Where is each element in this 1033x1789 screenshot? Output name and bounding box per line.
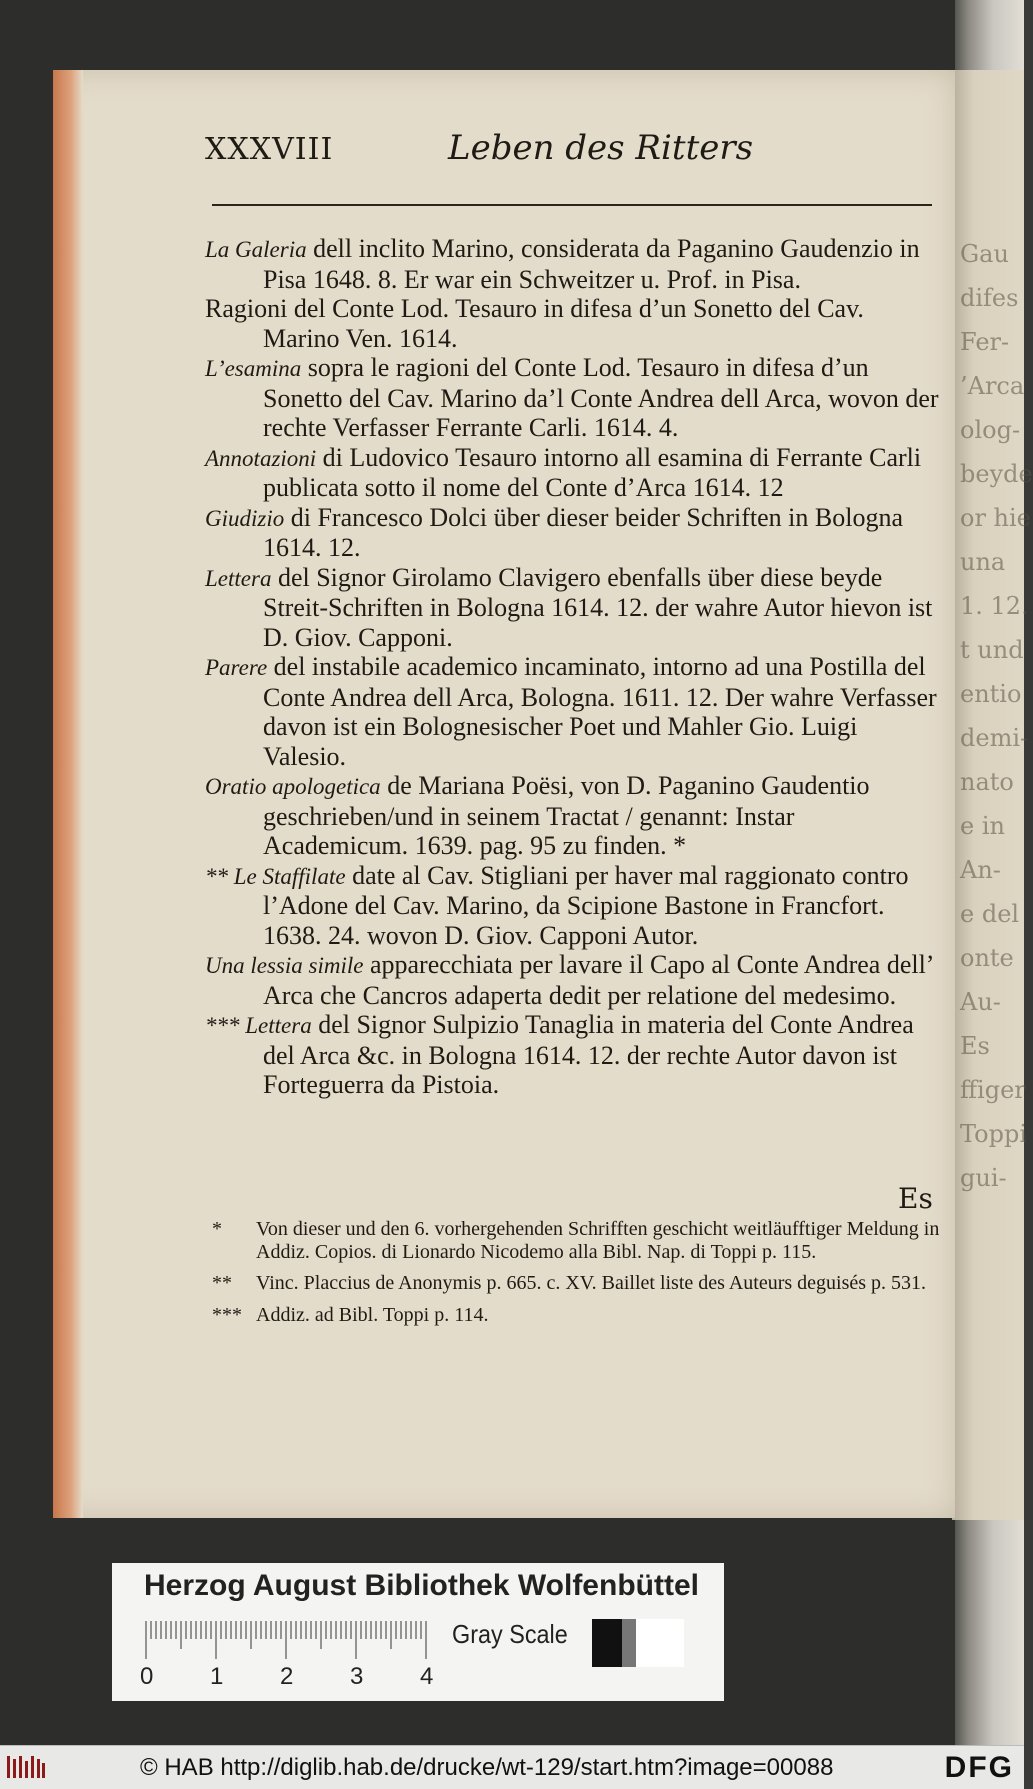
entry-text: Ragioni del Conte Lod. Tesauro in difesa d’un Sonetto del Cav. Marino Ven. 1614. <box>205 294 864 353</box>
facing-page-text: una <box>960 548 1006 576</box>
facing-page-text: Gau <box>960 240 1009 268</box>
footnote <box>212 1272 942 1295</box>
entry-title: Giudizio <box>205 505 285 531</box>
institution-name: Herzog August Bibliothek Wolfenbüttel <box>144 1569 699 1602</box>
scale-number: 1 <box>210 1663 224 1690</box>
facing-page-text: e in <box>960 812 1005 840</box>
footnote-text: Von dieser und den 6. vorhergehenden Schrifften geschicht weitläufftiger Meldung in Addiz. Copios. di Lionardo Nicodemo alla Bibl. Nap. di Toppi p. 115. <box>256 1218 940 1263</box>
bibliography-entry <box>205 443 940 503</box>
bibliography-entry <box>205 861 940 951</box>
gray-swatch <box>622 1619 636 1667</box>
entry-title: Lettera <box>205 565 272 591</box>
facing-page-fragment <box>952 70 1033 1520</box>
entry-text: dell inclito Marino, considerata da Paganino Gaudenzio in Pisa 1648. 8. Er war ein Schweitzer u. Prof. in Pisa. <box>263 234 920 294</box>
facing-page-text: entio <box>960 680 1022 708</box>
header-rule <box>212 204 932 206</box>
facing-page-text: t und <box>960 636 1024 664</box>
bibliography-entry <box>205 1010 940 1100</box>
facing-page-text: Fer- <box>960 328 1010 356</box>
running-title: Leben des Ritters <box>448 128 754 168</box>
page-body <box>205 234 940 1100</box>
facing-page-text: Toppi <box>960 1120 1027 1148</box>
scale-number: 2 <box>280 1663 294 1690</box>
entry-title: Oratio apologetica <box>205 774 381 799</box>
entry-text: sopra le ragioni del Conte Lod. Tesauro in difesa d’un Sonetto del Cav. Marino da’l Conte Andrea dell Arca, wovon der rechte Verfasser Ferrante Carli. 1614. 4. <box>263 353 939 442</box>
footnote <box>212 1218 942 1263</box>
facing-page-text: ffiger <box>960 1076 1026 1104</box>
bibliography-entry <box>205 234 940 294</box>
facing-page-text: 1. 12. <box>960 592 1029 620</box>
dfg-logo: DFG <box>944 1751 1014 1784</box>
facing-page-text: Au- <box>960 988 1001 1016</box>
facing-page-text: difes <box>960 284 1019 312</box>
page-edge-stain <box>53 70 83 1518</box>
footnote-mark: ** <box>212 1272 232 1294</box>
facing-page-text: beyde <box>960 460 1033 488</box>
entry-text: del instabile academico incaminato, intorno ad una Postilla del Conte Andrea dell Arca, Bologna. 1611. 12. Der wahre Verfasser davon ist ein Bolognesischer Poet und Mahler Gio. Luigi Valesio. <box>263 652 937 771</box>
entry-text: de Mariana Poësi, von D. Paganino Gaudentio geschrieben/und in seinem Tractat / genannt: Instar Academicum. 1639. pag. 95 zu finden. * <box>263 771 870 860</box>
white-swatch <box>636 1619 684 1667</box>
footnotes <box>212 1218 942 1335</box>
scale-number: 4 <box>420 1663 434 1690</box>
entry-text: del Signor Sulpizio Tanaglia in materia del Conte Andrea del Arca &c. in Bologna 1614. 12. der rechte Autor davon ist Forteguerra da Pistoia. <box>263 1010 914 1099</box>
hab-logo-icon <box>6 1754 46 1780</box>
source-url-link[interactable]: © HAB http://diglib.hab.de/drucke/wt-129/start.htm?image=00088 <box>140 1754 834 1781</box>
scale-number: 3 <box>350 1663 364 1690</box>
bibliography-entry <box>205 294 940 353</box>
entry-title: Parere <box>205 655 268 680</box>
facing-page-text: ’Arca <box>960 372 1025 400</box>
scale-number: 0 <box>140 1663 154 1690</box>
color-calibration-bar <box>112 1563 724 1701</box>
page-number: XXXVIII <box>205 132 334 167</box>
black-swatch <box>592 1619 622 1667</box>
footnote-mark: *** <box>212 1303 242 1326</box>
entry-title: Annotazioni <box>205 445 317 471</box>
facing-page-text: An- <box>960 856 1001 884</box>
entry-title: *** Lettera <box>205 1013 312 1038</box>
facing-page-text: gui- <box>960 1164 1007 1192</box>
footnote <box>212 1304 942 1327</box>
footnote-mark: * <box>212 1218 222 1240</box>
footnote-text: Vinc. Placcius de Anonymis p. 665. c. XV. Baillet liste des Auteurs deguisés p. 531. <box>256 1272 927 1294</box>
entry-text: del Signor Girolamo Clavigero ebenfalls über diese beyde Streit-Schriften in Bologna 1614. 12. der wahre Autor hievon ist D. Giov. Capponi. <box>263 562 933 652</box>
entry-title: La Galeria <box>205 237 307 262</box>
viewer-footer <box>0 1745 1024 1789</box>
facing-page-text: olog- <box>960 416 1021 444</box>
bibliography-entry <box>205 563 940 653</box>
facing-page-text: Es <box>960 1032 990 1060</box>
footnote-text: Addiz. ad Bibl. Toppi p. 114. <box>256 1303 489 1326</box>
entry-title: Una lessia simile <box>205 953 364 978</box>
entry-text: apparecchiata per lavare il Capo al Conte Andrea dell’ Arca che Cancros adaperta dedit per relatione del medesimo. <box>263 950 933 1010</box>
entry-title: L’esamina <box>205 356 302 381</box>
entry-text: di Francesco Dolci über dieser beider Schriften in Bologna 1614. 12. <box>263 502 903 562</box>
entry-text: di Ludovico Tesauro intorno all esamina di Ferrante Carli publicata sotto il nome del Conte d’Arca 1614. 12 <box>263 442 922 502</box>
facing-page-text: onte <box>960 944 1014 972</box>
catchword: Es <box>898 1182 933 1215</box>
bibliography-entry <box>205 353 940 443</box>
entry-title: ** Le Staffilate <box>205 863 346 889</box>
facing-page-text: nato <box>960 768 1014 796</box>
bibliography-entry <box>205 771 940 861</box>
entry-text: date al Cav. Stigliani per haver mal raggionato contro l’Adone del Cav. Marino, da Scipione Bastone in Francfort. 1638. 24. wovon D. Giov. Capponi Autor. <box>263 860 909 950</box>
bibliography-entry <box>205 950 940 1010</box>
facing-page-text: e del <box>960 900 1020 928</box>
bibliography-entry <box>205 652 940 771</box>
bibliography-entry <box>205 503 940 563</box>
facing-page-text: demi- <box>960 724 1029 752</box>
facing-page-text: or hie <box>960 504 1031 532</box>
running-header <box>205 128 1005 178</box>
gray-scale-label: Gray Scale <box>452 1619 568 1649</box>
